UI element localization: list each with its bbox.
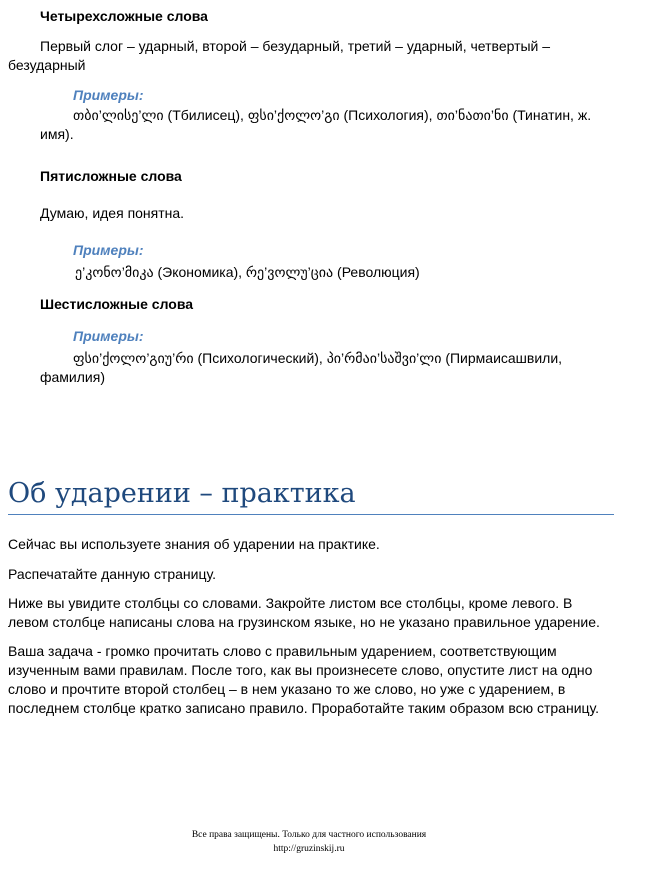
heading-six-syllable: Шестисложные слова <box>40 296 194 312</box>
footer-rights: Все права защищены. Только для частного использования <box>191 830 427 840</box>
practice-paragraph-2: Распечатайте данную страницу. <box>8 566 216 582</box>
rule-text-four-syllable: Первый слог – ударный, второй – безударный, третий – ударный, четвертый – безударный <box>8 38 551 73</box>
examples-four-syllable: თბი’ლისე’ლი (Тбилисец), ფსი’ქოლო’გი (Психология), თი’ნათი’ნი (Тинатин, ж. имя). <box>40 107 592 142</box>
footer-url: http://gruzinskij.ru <box>273 844 345 854</box>
examples-label-2: Примеры: <box>73 242 144 258</box>
practice-paragraph-4: Ваша задача - громко прочитать слово с правильным ударением, соответствующим изученным вами правилам. После того, как вы произнесете слово, опустите лист на одно слово и прочтите второй столбец – в нем указано то же слово, но уже с ударением, в последнем столбце кратко записано правило. Проработайте таким образом всю страницу. <box>8 643 600 716</box>
examples-five-syllable: ე’კონო’მიკა (Экономика), რე’ვოლუ’ცია (Революция) <box>75 264 420 280</box>
examples-six-syllable: ფსი’ქოლო’გიუ’რი (Психологический), პი’რმაი’საშვი’ლი (Пирмаисашвили, фамилия) <box>40 350 563 385</box>
examples-label-1: Примеры: <box>73 87 144 103</box>
heading-four-syllable: Четырехсложные слова <box>40 8 208 24</box>
practice-paragraph-1: Сейчас вы используете знания об ударении на практике. <box>8 536 380 552</box>
practice-paragraph-3: Ниже вы увидите столбцы со словами. Закройте листом все столбцы, кроме левого. В левом столбце написаны слова на грузинском языке, но не указано правильное ударение. <box>8 595 600 630</box>
page-title: Об ударении – практика <box>8 476 614 515</box>
examples-label-3: Примеры: <box>73 328 144 344</box>
text-five-syllable: Думаю, идея понятна. <box>40 205 185 221</box>
heading-five-syllable: Пятисложные слова <box>40 168 182 184</box>
